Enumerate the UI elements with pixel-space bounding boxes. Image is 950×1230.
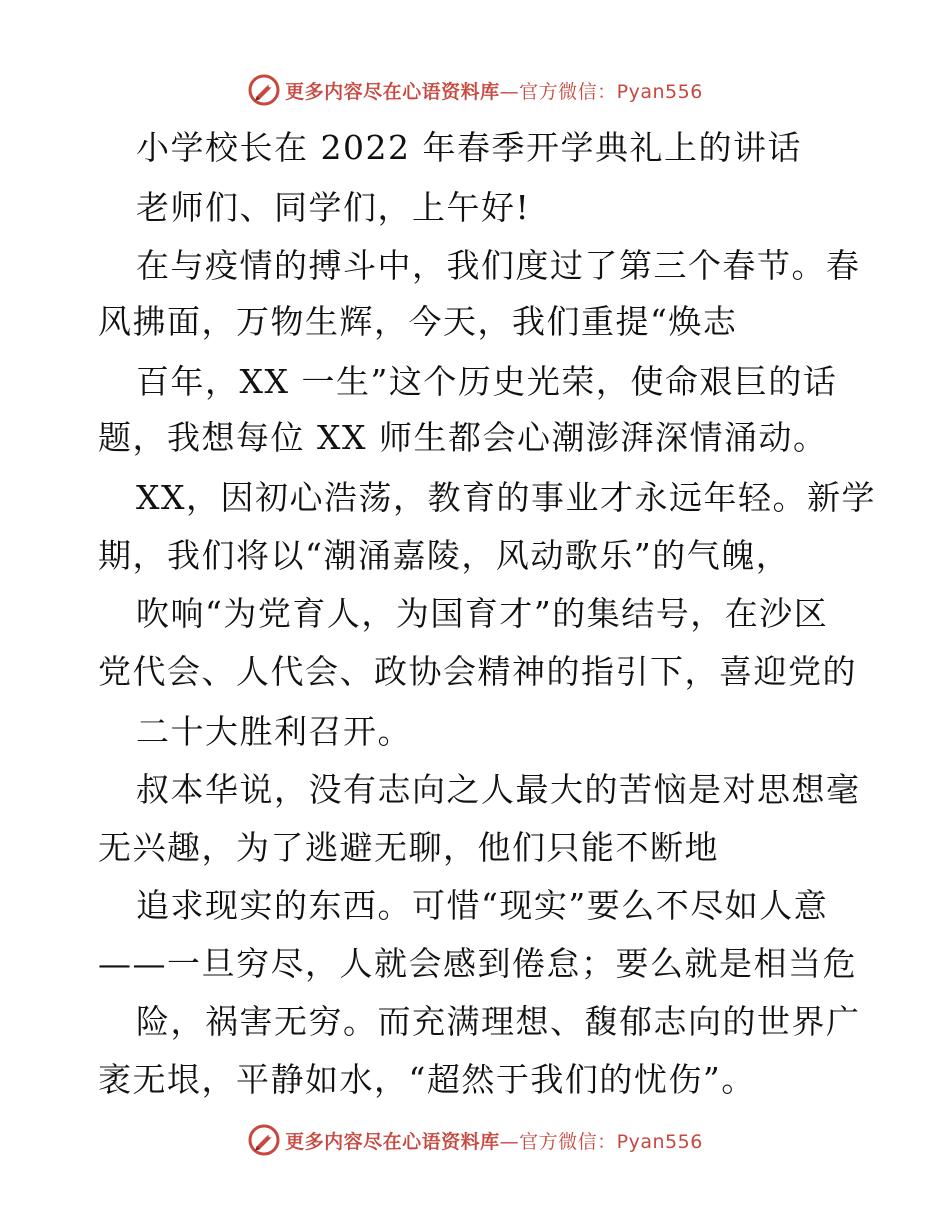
text-line: 吹响“为党育人，为国育才”的集结号，在沙区 [136, 594, 829, 633]
banner-contact-text: —官方微信：Pyan556 [499, 1130, 703, 1153]
banner-contact-text: —官方微信：Pyan556 [499, 80, 703, 103]
text-line: 风拂面，万物生辉，今天，我们重提“焕志 [98, 302, 738, 341]
text-line: ——一旦穷尽，人就会感到倦怠；要么就是相当危 [98, 944, 857, 983]
text-line: 百年，XX 一生”这个历史光荣，使命艰巨的话 [136, 362, 838, 401]
text-line: 袤无垠，平静如水，“超然于我们的忧伤”。 [98, 1060, 756, 1099]
document-title: 小学校长在 2022 年春季开学典礼上的讲话 [136, 128, 802, 167]
pen-logo-icon [247, 1123, 281, 1157]
banner-main-text: 更多内容尽在心语资料库 [285, 1130, 500, 1153]
text-line: 期，我们将以“潮涌嘉陵，风动歌乐”的气魄， [98, 536, 791, 575]
greeting-line: 老师们、同学们，上午好! [136, 188, 531, 227]
text-line: 险，祸害无穷。而充满理想、馥郁志向的世界广 [136, 1002, 861, 1041]
banner-main-text: 更多内容尽在心语资料库 [285, 80, 500, 103]
text-line: 追求现实的东西。可惜“现实”要么不尽如人意 [136, 886, 829, 925]
text-line: 党代会、人代会、政协会精神的指引下，喜迎党的 [98, 652, 857, 691]
text-line: 无兴趣，为了逃避无聊，他们只能不断地 [98, 828, 719, 867]
text-line: 在与疫情的搏斗中，我们度过了第三个春节。春 [136, 246, 861, 285]
banner-text [285, 1127, 703, 1154]
text-line: 二十大胜利召开。 [136, 712, 412, 751]
text-line: 叔本华说，没有志向之人最大的苦恼是对思想毫 [136, 770, 861, 809]
text-line: XX，因初心浩荡，教育的事业才永远年轻。新学 [136, 478, 876, 517]
text-line: 题，我想每位 XX 师生都会心潮澎湃深情涌动。 [98, 418, 828, 457]
footer-watermark-banner [0, 1120, 950, 1160]
